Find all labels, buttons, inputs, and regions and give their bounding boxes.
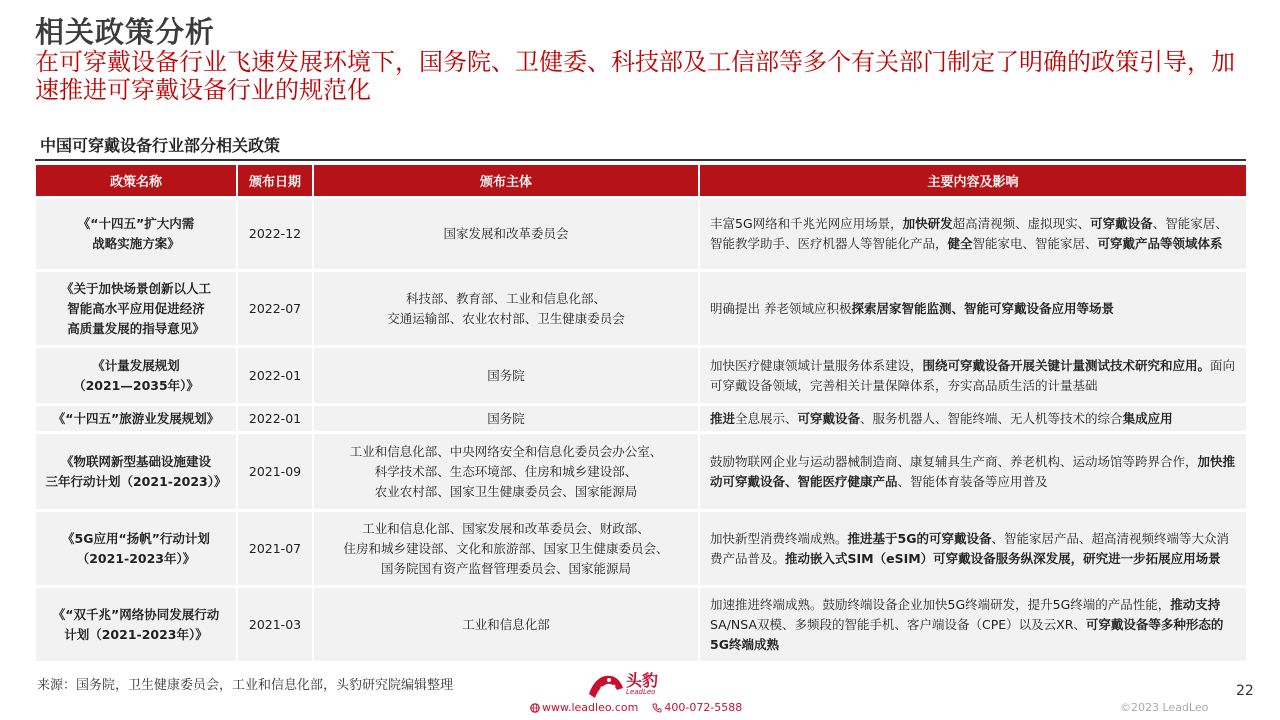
policy-content-text: 加快医疗健康领域计量服务体系建设，: [710, 357, 923, 373]
column-header-content: 主要内容及影响: [700, 165, 1246, 196]
policy-name-cell: [36, 269, 238, 345]
policy-content-text: 、智能家居产品、超高清视频终端等大众消费产品普及。: [710, 530, 1229, 566]
policy-issuer-line: 交通运输部、农业农村部、卫生健康委员会: [387, 310, 625, 326]
policy-content-highlight: 可穿戴产品等领域体系: [1097, 236, 1223, 251]
policy-content-highlight: 健全: [947, 236, 973, 251]
policy-issuer-cell: [314, 269, 700, 345]
policy-issuer-cell: [314, 585, 700, 661]
policy-content-highlight: 集成应用: [1122, 410, 1173, 426]
phone-text: 400-072-5588: [664, 701, 743, 714]
table-row: [36, 403, 1246, 431]
table-body: [36, 196, 1246, 661]
policy-content-text: 、智能家居、智能教学助手、医疗机器人等智能化产品，: [710, 216, 1228, 251]
policy-name-line: 智能高水平应用促进经济: [67, 300, 205, 316]
policy-content-cell: [700, 269, 1246, 345]
policy-name-line: 三年行动计划（2021-2023）》: [45, 473, 227, 489]
policy-issuer-line: 国务院: [487, 410, 525, 426]
policy-issuer-line: 工业和信息化部、中央网络安全和信息化委员会办公室、: [349, 443, 663, 459]
policy-issuer-line: 农业农村部、国家卫生健康委员会、国家能源局: [374, 483, 638, 499]
table-title-rule: [35, 159, 1246, 161]
phone-link[interactable]: [652, 701, 742, 714]
source-note: 来源：国务院，卫生健康委员会，工业和信息化部，头豹研究院编辑整理: [37, 678, 454, 693]
policy-name-line: 《物联网新型基础设施建设: [60, 453, 211, 469]
policy-name-cell: [36, 585, 238, 661]
policy-issuer-line: 工业和信息化部、国家发展和改革委员会、财政部、: [362, 520, 650, 536]
table-header-row: [36, 165, 1246, 196]
copyright: ©2023 LeadLeo: [1120, 701, 1209, 714]
table-row: [36, 196, 1246, 269]
policy-name-line: 《“十四五”扩大内需: [77, 216, 195, 231]
footer-contact: [530, 701, 742, 714]
policy-content-highlight: 可穿戴设备等多种形态的5G终端成熟: [710, 616, 1224, 652]
page-subtitle: 在可穿戴设备行业飞速发展环境下，国务院、卫健委、科技部及工信部等多个有关部门制定了明确的政策引导，加速推进可穿戴设备行业的规范化: [35, 48, 1235, 104]
policy-date-cell: 2021-07: [238, 509, 314, 585]
policy-content-cell: [700, 509, 1246, 585]
policy-name-line: 《关于加快场景创新以人工: [60, 280, 211, 296]
table-row: [36, 585, 1246, 661]
column-header-date: 颁布日期: [238, 165, 314, 196]
policy-issuer-cell: [314, 403, 700, 431]
policy-name-line: 战略实施方案》: [92, 236, 180, 251]
policy-content-cell: [700, 585, 1246, 661]
policy-issuer-line: 国家发展和改革委员会: [443, 226, 569, 241]
policy-name-cell: [36, 345, 238, 403]
policy-content-cell: [700, 431, 1246, 509]
table-row: [36, 269, 1246, 345]
policy-content-highlight: 可穿戴设备: [797, 410, 861, 426]
policy-date-cell: 2022-01: [238, 403, 314, 431]
policy-content-text: 、智能体育装备等应用普及: [897, 473, 1048, 489]
policy-content-text: 鼓励物联网企业与运动器械制造商、康复辅具生产商、养老机构、运动场馆等跨界合作，: [710, 453, 1198, 469]
policy-content-highlight: 加快研发: [902, 216, 953, 231]
policy-table: [36, 165, 1246, 661]
policy-name-line: （2021-2023年）》: [76, 550, 196, 566]
policy-content-highlight: 围绕可穿戴设备开展关键计量测试技术研究和应用。: [922, 357, 1211, 373]
table-row: [36, 431, 1246, 509]
policy-name-cell: [36, 196, 238, 269]
policy-content-text: 加快新型消费终端成熟。: [710, 530, 848, 546]
policy-name-cell: [36, 509, 238, 585]
page-title: 相关政策分析: [35, 15, 216, 49]
policy-content-text: 、服务机器人、智能终端、无人机等技术的综合: [860, 410, 1123, 426]
policy-date-cell: 2022-01: [238, 345, 314, 403]
policy-content-highlight: 推动支持: [1170, 596, 1221, 612]
website-link[interactable]: [530, 701, 638, 714]
policy-content-highlight: 推进基于5G的可穿戴设备: [847, 530, 992, 546]
page-number: 22: [1236, 683, 1254, 699]
policy-content-cell: [700, 345, 1246, 403]
policy-issuer-line: 住房和城乡建设部、文化和旅游部、国家卫生健康委员会、: [343, 540, 669, 556]
policy-content-text: 加速推进终端成熟。鼓励终端设备企业加快5G终端研发，提升5G终端的产品性能，: [710, 596, 1171, 612]
policy-name-line: 《5G应用“扬帆”行动计划: [62, 530, 210, 546]
policy-content-text: 丰富5G网络和千兆光网应用场景，: [710, 216, 903, 231]
policy-issuer-cell: [314, 431, 700, 509]
policy-name-line: 《计量发展规划: [92, 357, 180, 373]
policy-content-cell: [700, 403, 1246, 431]
policy-issuer-line: 国务院: [487, 367, 525, 383]
policy-content-text: 面向可穿戴设备领域，完善相关计量保障体系，夯实高品质生活的计量基础: [710, 357, 1236, 393]
policy-issuer-cell: [314, 345, 700, 403]
table-row: [36, 509, 1246, 585]
table-row: [36, 345, 1246, 403]
policy-issuer-line: 科技部、教育部、工业和信息化部、: [405, 290, 606, 306]
policy-content-highlight: 推进: [710, 410, 736, 426]
brand-subname: LeadLeo: [626, 688, 656, 696]
phone-icon: [652, 703, 662, 713]
policy-issuer-line: 科学技术部、生态环境部、住房和城乡建设部、: [374, 463, 638, 479]
policy-name-cell: [36, 431, 238, 509]
website-text: www.leadleo.com: [542, 701, 639, 714]
policy-content-highlight: 可穿戴设备: [1090, 216, 1153, 231]
policy-content-highlight: 加快推动可穿戴设备、智能医疗健康产品: [710, 453, 1236, 489]
policy-issuer-line: 工业和信息化部: [462, 616, 550, 632]
policy-issuer-cell: [314, 509, 700, 585]
globe-icon: [530, 703, 540, 713]
column-header-issuer: 颁布主体: [314, 165, 700, 196]
policy-name-line: （2021—2035年）》: [73, 377, 199, 393]
policy-issuer-line: 国务院国有资产监督管理委员会、国家能源局: [380, 560, 631, 576]
policy-content-text: 全息展示、: [735, 410, 798, 426]
policy-date-cell: 2022-07: [238, 269, 314, 345]
policy-date-cell: 2021-09: [238, 431, 314, 509]
policy-name-line: 计划（2021-2023年）》: [64, 626, 208, 642]
policy-name-line: 《“双千兆”网络协同发展行动: [52, 606, 220, 622]
table-title: 中国可穿戴设备行业部分相关政策: [40, 136, 281, 155]
policy-name-line: 《“十四五”旅游业发展规划》: [52, 410, 220, 426]
policy-content-text: 智能家电、智能家居、: [972, 236, 1098, 251]
column-header-policy-name: 政策名称: [36, 165, 238, 196]
policy-content-text: 明确提出 养老领域应积极: [710, 300, 852, 316]
policy-content-cell: [700, 196, 1246, 269]
policy-date-cell: 2021-03: [238, 585, 314, 661]
policy-content-text: SA/NSA双模、多频段的智能手机、客户端设备（CPE）以及云XR、: [710, 616, 1086, 632]
policy-name-line: 高质量发展的指导意见》: [67, 320, 205, 336]
policy-issuer-cell: [314, 196, 700, 269]
policy-name-cell: [36, 403, 238, 431]
policy-date-cell: 2022-12: [238, 196, 314, 269]
policy-content-highlight: 探索居家智能监测、智能可穿戴设备应用等场景: [851, 300, 1114, 316]
policy-content-highlight: 推动嵌入式SIM（eSIM）可穿戴设备服务纵深发展，研究进一步拓展应用场景: [785, 550, 1221, 566]
brand-name: 头豹: [626, 671, 659, 690]
policy-content-text: 超高清视频、虚拟现实、: [952, 216, 1091, 231]
